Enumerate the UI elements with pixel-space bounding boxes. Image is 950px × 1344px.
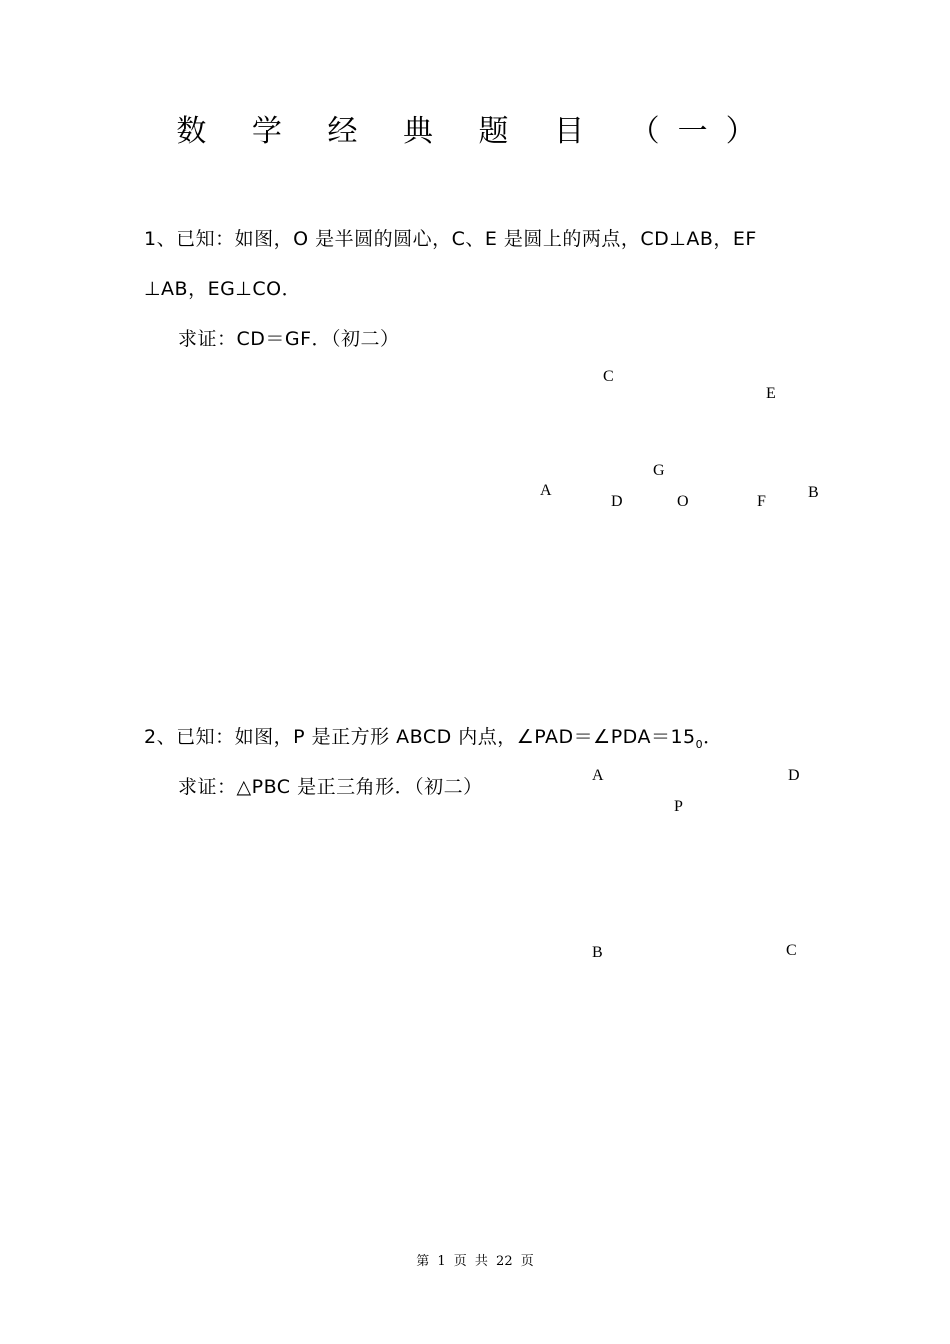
- label-b: B: [592, 944, 603, 961]
- problem-2-statement: [144, 722, 723, 751]
- label-c: C: [603, 368, 614, 385]
- page-footer: 第 1 页 共 22 页: [416, 1254, 534, 1269]
- label-o: O: [677, 493, 689, 510]
- label-a: A: [540, 482, 552, 499]
- degree-mark: 0: [695, 737, 704, 751]
- problem-1-statement-line-2: ⊥AB，EG⊥CO．: [144, 278, 302, 300]
- label-f: F: [757, 493, 766, 510]
- problem-2-prove: 求证：△PBC 是正三角形．（初二）: [178, 776, 483, 798]
- problem-1-prove: 求证：CD＝GF．（初二）: [178, 328, 400, 350]
- label-g: G: [653, 462, 665, 479]
- problem-1-statement-line-1: 1、已知：如图，O 是半圆的圆心，C、E 是圆上的两点，CD⊥AB，EF: [144, 228, 757, 250]
- label-a: A: [592, 767, 604, 784]
- label-d: D: [611, 493, 623, 510]
- label-e: E: [766, 385, 776, 402]
- label-c: C: [786, 942, 797, 959]
- page-title: 数 学 经 典 题 目 （一）: [176, 114, 774, 149]
- label-b: B: [808, 484, 819, 501]
- label-d: D: [788, 767, 800, 784]
- label-p: P: [674, 798, 683, 815]
- problem-2-statement-text: 2、已知：如图，P 是正方形 ABCD 内点，∠PAD＝∠PDA＝15: [144, 726, 696, 748]
- problem-2-statement-end: ．: [703, 726, 723, 748]
